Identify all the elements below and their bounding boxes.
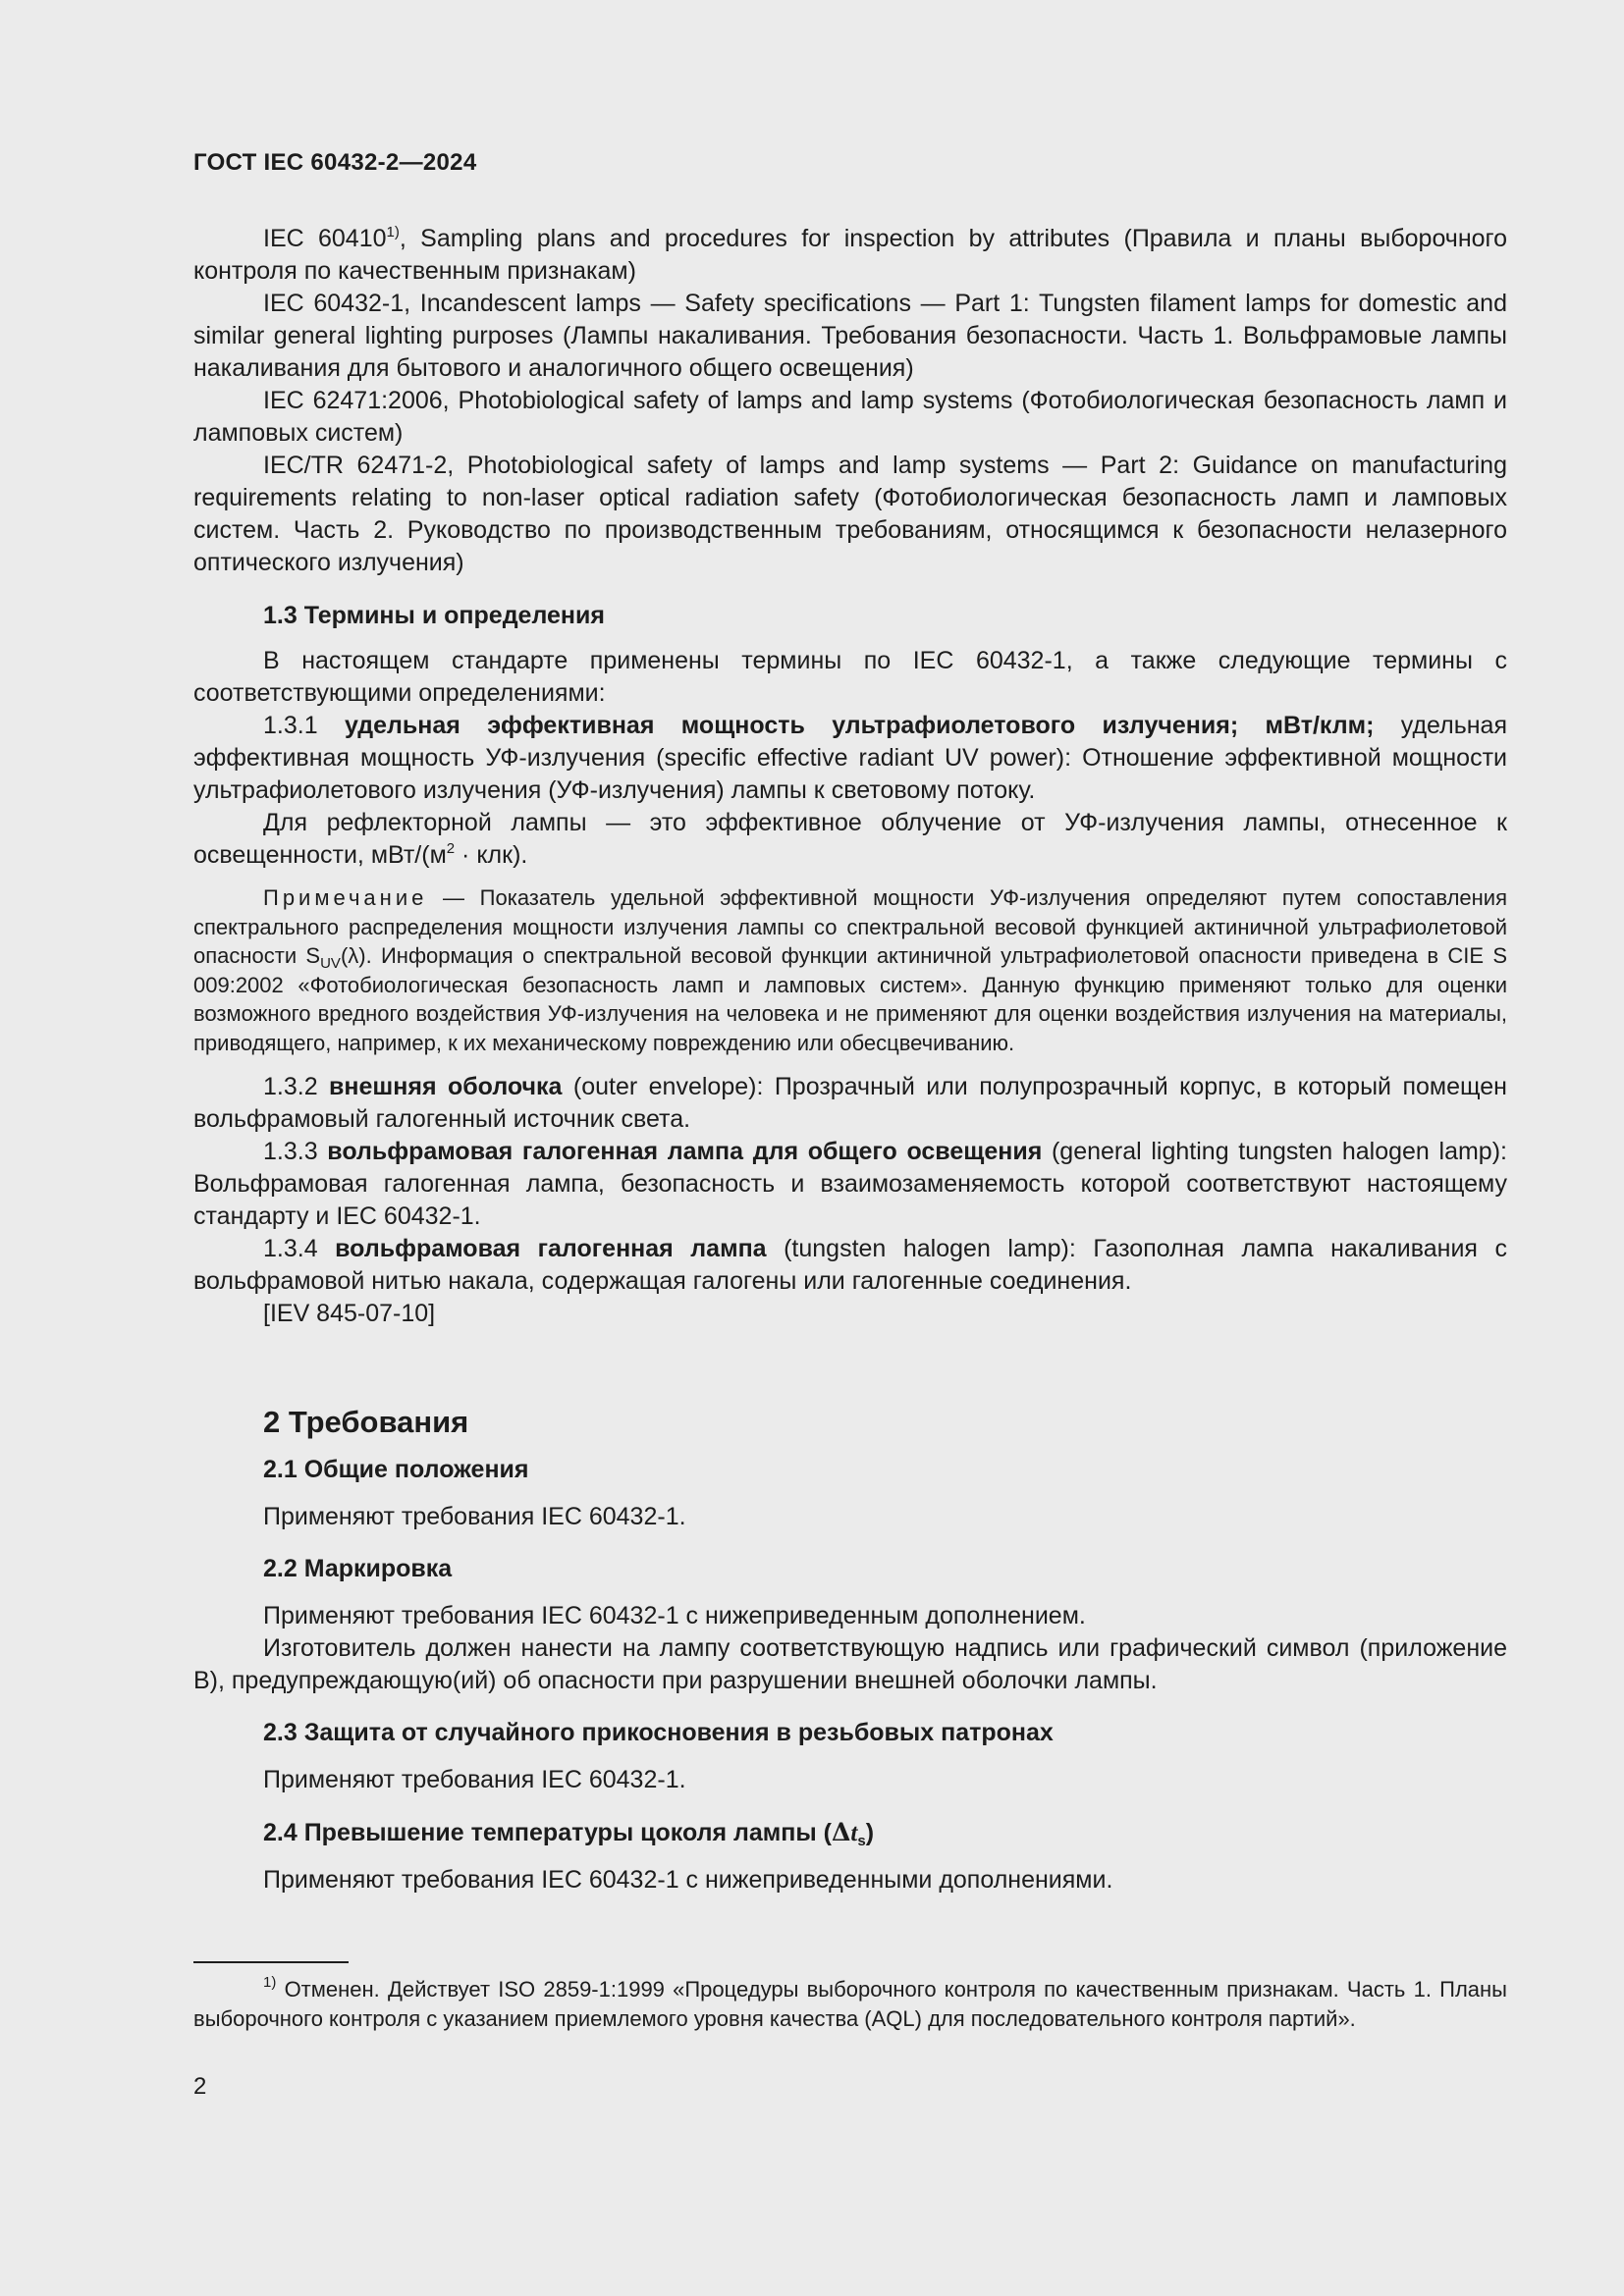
paragraph: Применяют требования IEC 60432-1. bbox=[263, 1503, 686, 1530]
term-1-3-1: 1.3.1 удельная эффективная мощность ультрафиолетового излучения; мВт/клм; удельная эффективная мощность УФ-излучения (specific effective radiant UV power): Отношение эффективной мощности ультрафиолетового излучения (УФ-излучения) лампы к световому потоку. bbox=[193, 712, 1507, 804]
section-heading: 1.3 Термины и определения bbox=[263, 602, 605, 629]
paragraph: Применяют требования IEC 60432-1. bbox=[263, 1766, 686, 1793]
subsection-heading: 2.4 Превышение температуры цоколя лампы $(\Delta t_s)$ bbox=[263, 1818, 875, 1849]
paragraph: Применяют требования IEC 60432-1 с нижеприведенным дополнением. bbox=[263, 1602, 1086, 1629]
term-1-3-2: 1.3.2 внешняя оболочка (outer envelope): Прозрачный или полупрозрачный корпус, в который помещен вольфрамовый галогенный источник света. bbox=[193, 1073, 1507, 1133]
footnote-mark[interactable]: 1) bbox=[386, 224, 400, 240]
subsection-heading: 2.3 Защита от случайного прикосновения в резьбовых патронах bbox=[263, 1719, 1054, 1746]
paragraph: Изготовитель должен нанести на лампу соответствующую надпись или графический символ (приложение В), предупреждающую(ий) об опасности при разрушении внешней оболочки лампы. bbox=[193, 1634, 1507, 1694]
note: Примечание — Показатель удельной эффективной мощности УФ-излучения определяют путем сопоставления спектрального распределения мощности излучения лампы со спектральной весовой функцией актиничной ультрафиолетовой опасности $S_{UV}(\lambda)$. Информация о спектральной весовой функции актиничной ультрафиолетовой опасности приведена в CIE S 009:2002 «Фотобиологическая безопасность ламп и ламповых систем». Данную функцию применяют только для оценки возможного вредного воздействия УФ-излучения на человека и не применяют для оценки воздействия излучения на материалы, приводящего, например, к их механическому повреждению или обесцвечиванию. bbox=[193, 885, 1507, 1055]
paragraph: Применяют требования IEC 60432-1 с нижеприведенными дополнениями. bbox=[263, 1866, 1113, 1894]
page-number: 2 bbox=[193, 2073, 207, 2100]
section-1-3 bbox=[193, 600, 1507, 1330]
iev-reference: [IEV 845-07-10] bbox=[263, 1300, 436, 1327]
footnote: $^{1)}$ Отменен. Действует ISO 2859-1:1999 «Процедуры выборочного контроля по качественным признакам. Часть 1. Планы выборочного контроля с указанием приемлемого уровня качества (AQL) для последовательного контроля партий». bbox=[193, 1974, 1507, 2031]
term-1-3-4: 1.3.4 вольфрамовая галогенная лампа (tungsten halogen lamp): Газополная лампа накаливания с вольфрамовой нитью накала, содержащая галогены или галогенные соединения. bbox=[193, 1235, 1507, 1295]
subsection-heading: 2.2 Маркировка bbox=[263, 1555, 453, 1582]
footnote-separator bbox=[193, 1961, 349, 1963]
term-1-3-3: 1.3.3 вольфрамовая галогенная лампа для общего освещения (general lighting tungsten halogen lamp): Вольфрамовая галогенная лампа, безопасность и взаимозаменяемость которой соответствуют настоящему стандарту и IEC 60432-1. bbox=[193, 1138, 1507, 1230]
section-2 bbox=[193, 1403, 1507, 1896]
document-header: ГОСТ IEC 60432-2—2024 bbox=[193, 149, 477, 176]
reference-item: IEC 62471:2006, Photobiological safety of lamps and lamp systems (Фотобиологическая безопасность ламп и ламповых систем) bbox=[193, 387, 1507, 447]
intro-paragraph: В настоящем стандарте применены термины по IEC 60432-1, а также следующие термины с соответствующими определениями: bbox=[193, 647, 1507, 707]
reference-item: IEC 60410$^{1)}$, Sampling plans and procedures for inspection by attributes (Правила и планы выборочного контроля по качественным признакам) bbox=[193, 224, 1508, 285]
reflector-paragraph: Для рефлекторной лампы — это эффективное облучение от УФ-излучения лампы, отнесенное к освещенности, мВт/$(м^2 \cdot клк)$. bbox=[193, 809, 1507, 869]
section-heading: 2 Требования bbox=[263, 1405, 469, 1439]
references-block bbox=[193, 223, 1507, 579]
reference-item: IEC/TR 62471-2, Photobiological safety of lamps and lamp systems — Part 2: Guidance on manufacturing requirements relating to non-laser optical radiation safety (Фотобиологическая безопасность ламп и ламповых систем. Часть 2. Руководство по производственным требованиям, относящимся к безопасности нелазерного оптического излучения) bbox=[193, 452, 1507, 576]
reference-item: IEC 60432-1, Incandescent lamps — Safety specifications — Part 1: Tungsten filament lamps for domestic and similar general lighting purposes (Лампы накаливания. Требования безопасности. Часть 1. Вольфрамовые лампы накаливания для бытового и аналогичного общего освещения) bbox=[193, 290, 1507, 382]
subsection-heading: 2.1 Общие положения bbox=[263, 1456, 529, 1483]
